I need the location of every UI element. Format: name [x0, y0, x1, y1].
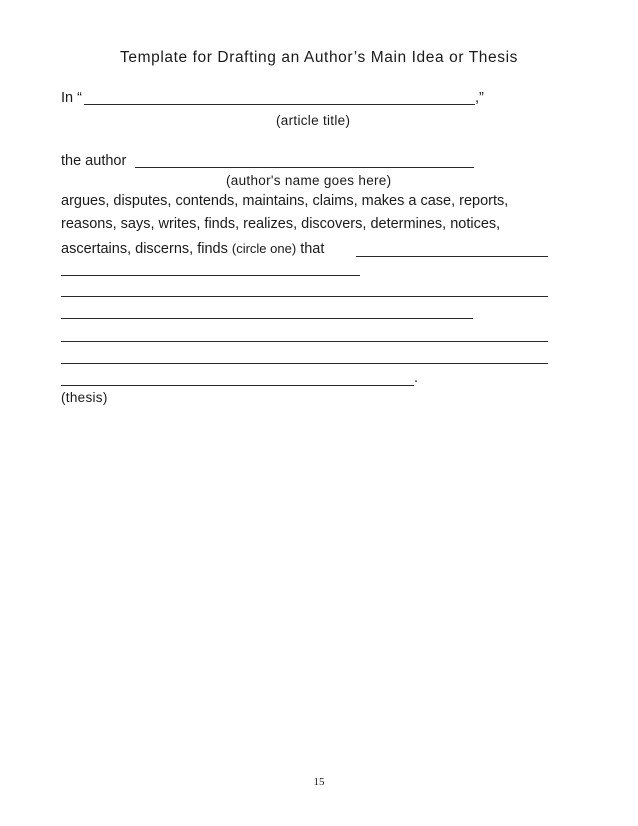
that-text: that — [300, 241, 325, 257]
verbs-line-2: reasons, says, writes, finds, realizes, discovers, determines, notices, — [61, 216, 501, 232]
thesis-blank-6[interactable] — [61, 363, 548, 364]
article-suffix-text: ,” — [475, 90, 484, 106]
circle-one-note: (circle one) — [231, 241, 297, 256]
author-name-caption: (author's name goes here) — [226, 173, 392, 188]
page-number: 15 — [313, 776, 325, 788]
page-title: Template for Drafting an Author’s Main Idea or Thesis — [120, 49, 518, 66]
thesis-blank-3[interactable] — [61, 296, 548, 297]
verbs-line-3-start: ascertains, discerns, finds — [61, 241, 228, 257]
thesis-blank-1[interactable] — [356, 256, 548, 257]
thesis-caption: (thesis) — [61, 390, 108, 405]
thesis-period: . — [414, 370, 419, 386]
thesis-blank-5[interactable] — [61, 341, 548, 342]
article-title-caption: (article title) — [276, 113, 351, 128]
thesis-blank-2[interactable] — [61, 275, 360, 276]
article-title-blank[interactable] — [84, 104, 475, 105]
author-name-blank[interactable] — [135, 167, 474, 168]
author-prefix-text: the author — [61, 153, 127, 169]
thesis-blank-4[interactable] — [61, 318, 473, 319]
verbs-line-1: argues, disputes, contends, maintains, claims, makes a case, reports, — [61, 193, 509, 209]
thesis-blank-7[interactable] — [61, 385, 414, 386]
verbs-line-3 — [61, 240, 324, 258]
article-prefix-text: In “ — [61, 90, 82, 106]
